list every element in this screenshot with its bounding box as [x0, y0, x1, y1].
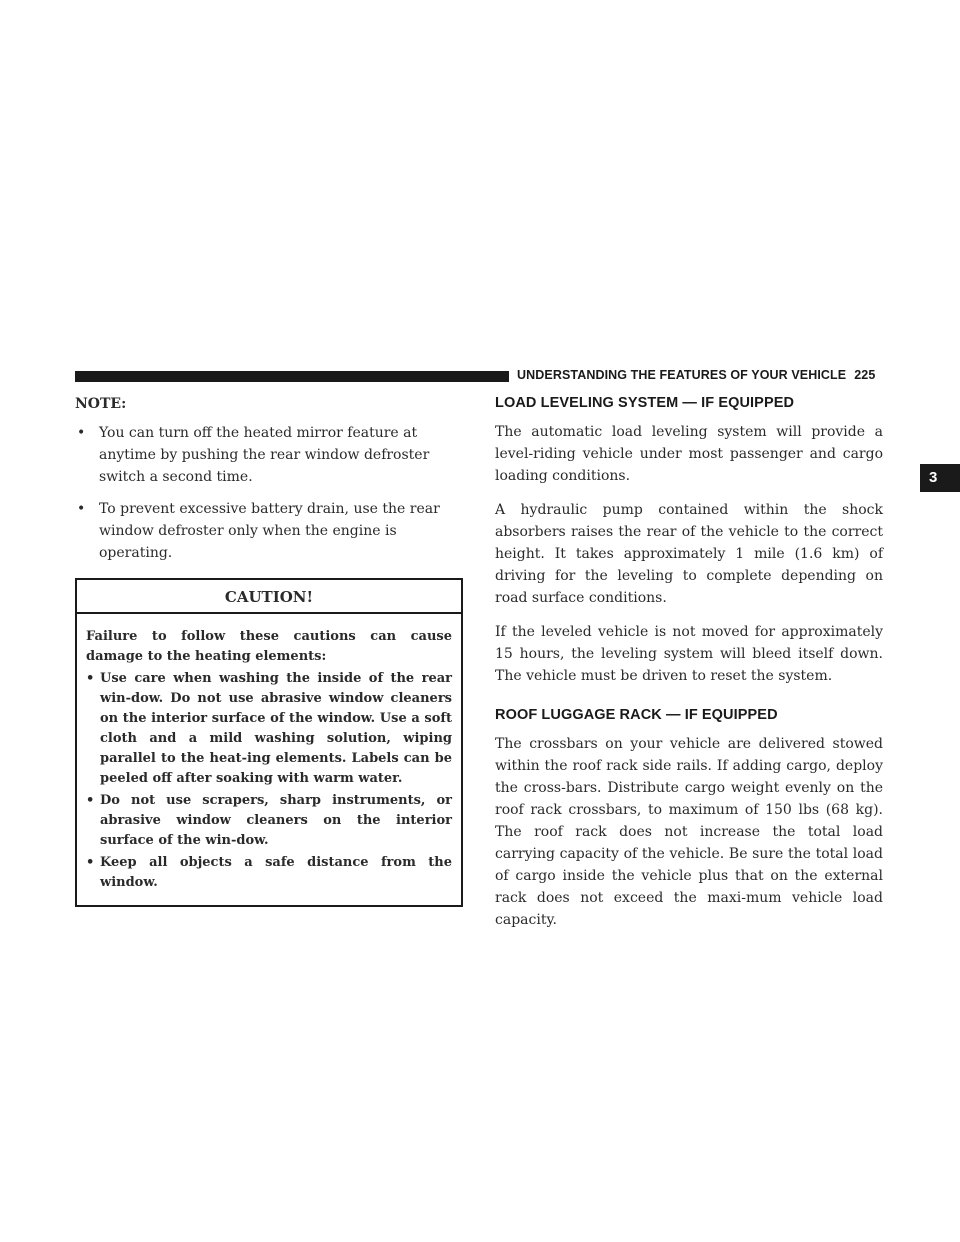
note-label: NOTE:: [75, 396, 127, 412]
note-bullets: [75, 422, 463, 564]
bullet-icon: •: [77, 501, 86, 517]
caution-list: [86, 669, 452, 893]
section-heading-load-leveling: LOAD LEVELING SYSTEM — IF EQUIPPED: [495, 395, 795, 411]
section-heading-roof-rack: ROOF LUGGAGE RACK — IF EQUIPPED: [495, 707, 778, 723]
chapter-tab: 3: [920, 464, 960, 492]
caution-intro: Failure to follow these cautions can cause damage to the heating elements:: [86, 629, 452, 664]
paragraph: If the leveled vehicle is not moved for approximately 15 hours, the leveling system will bleed itself down. The vehicle must be driven to reset the system.: [495, 624, 883, 684]
bullet-icon: •: [86, 793, 95, 808]
bullet-icon: •: [77, 425, 86, 441]
running-header: [517, 368, 882, 382]
list-item: • You can turn off the heated mirror feature at anytime by pushing the rear window defroster switch a second time.: [75, 422, 463, 488]
left-column: [75, 392, 463, 907]
page-number: 225: [854, 368, 876, 382]
bullet-icon: •: [86, 855, 95, 870]
list-item: • Do not use scrapers, sharp instruments, or abrasive window cleaners on the interior surface of the win-dow.: [86, 793, 452, 848]
header-rule: [75, 371, 509, 382]
right-column: [495, 391, 883, 943]
paragraph: A hydraulic pump contained within the shock absorbers raises the rear of the vehicle to the correct height. It takes approximately 1 mile (1.6 km) of driving for the leveling to complete depending on road surface conditions.: [495, 502, 883, 606]
list-item: • Keep all objects a safe distance from the window.: [86, 855, 452, 890]
caution-box: [75, 578, 463, 907]
bullet-icon: •: [86, 671, 95, 686]
paragraph: The crossbars on your vehicle are delivered stowed within the roof rack side rails. If adding cargo, deploy the cross-bars. Distribute cargo weight evenly on the roof rack crossbars, to maximum of 150 lbs (68 kg). The roof rack does not increase the total load carrying capacity of the vehicle. Be sure the total load of cargo inside the vehicle plus that on the external rack does not exceed the maxi-mum vehicle load capacity.: [495, 736, 883, 928]
caution-title: CAUTION!: [77, 580, 461, 614]
chapter-title: UNDERSTANDING THE FEATURES OF YOUR VEHICLE: [517, 368, 847, 382]
list-item: • To prevent excessive battery drain, use the rear window defroster only when the engine is operating.: [75, 498, 463, 564]
list-item: • Use care when washing the inside of the rear win-dow. Do not use abrasive window cleaners on the interior surface of the window. Use a soft cloth and a mild washing solution, wiping parallel to the heat-ing elements. Labels can be peeled off after soaking with warm water.: [86, 671, 452, 786]
paragraph: The automatic load leveling system will provide a level-riding vehicle under most passenger and cargo loading conditions.: [495, 424, 883, 484]
caution-body: [77, 614, 461, 905]
